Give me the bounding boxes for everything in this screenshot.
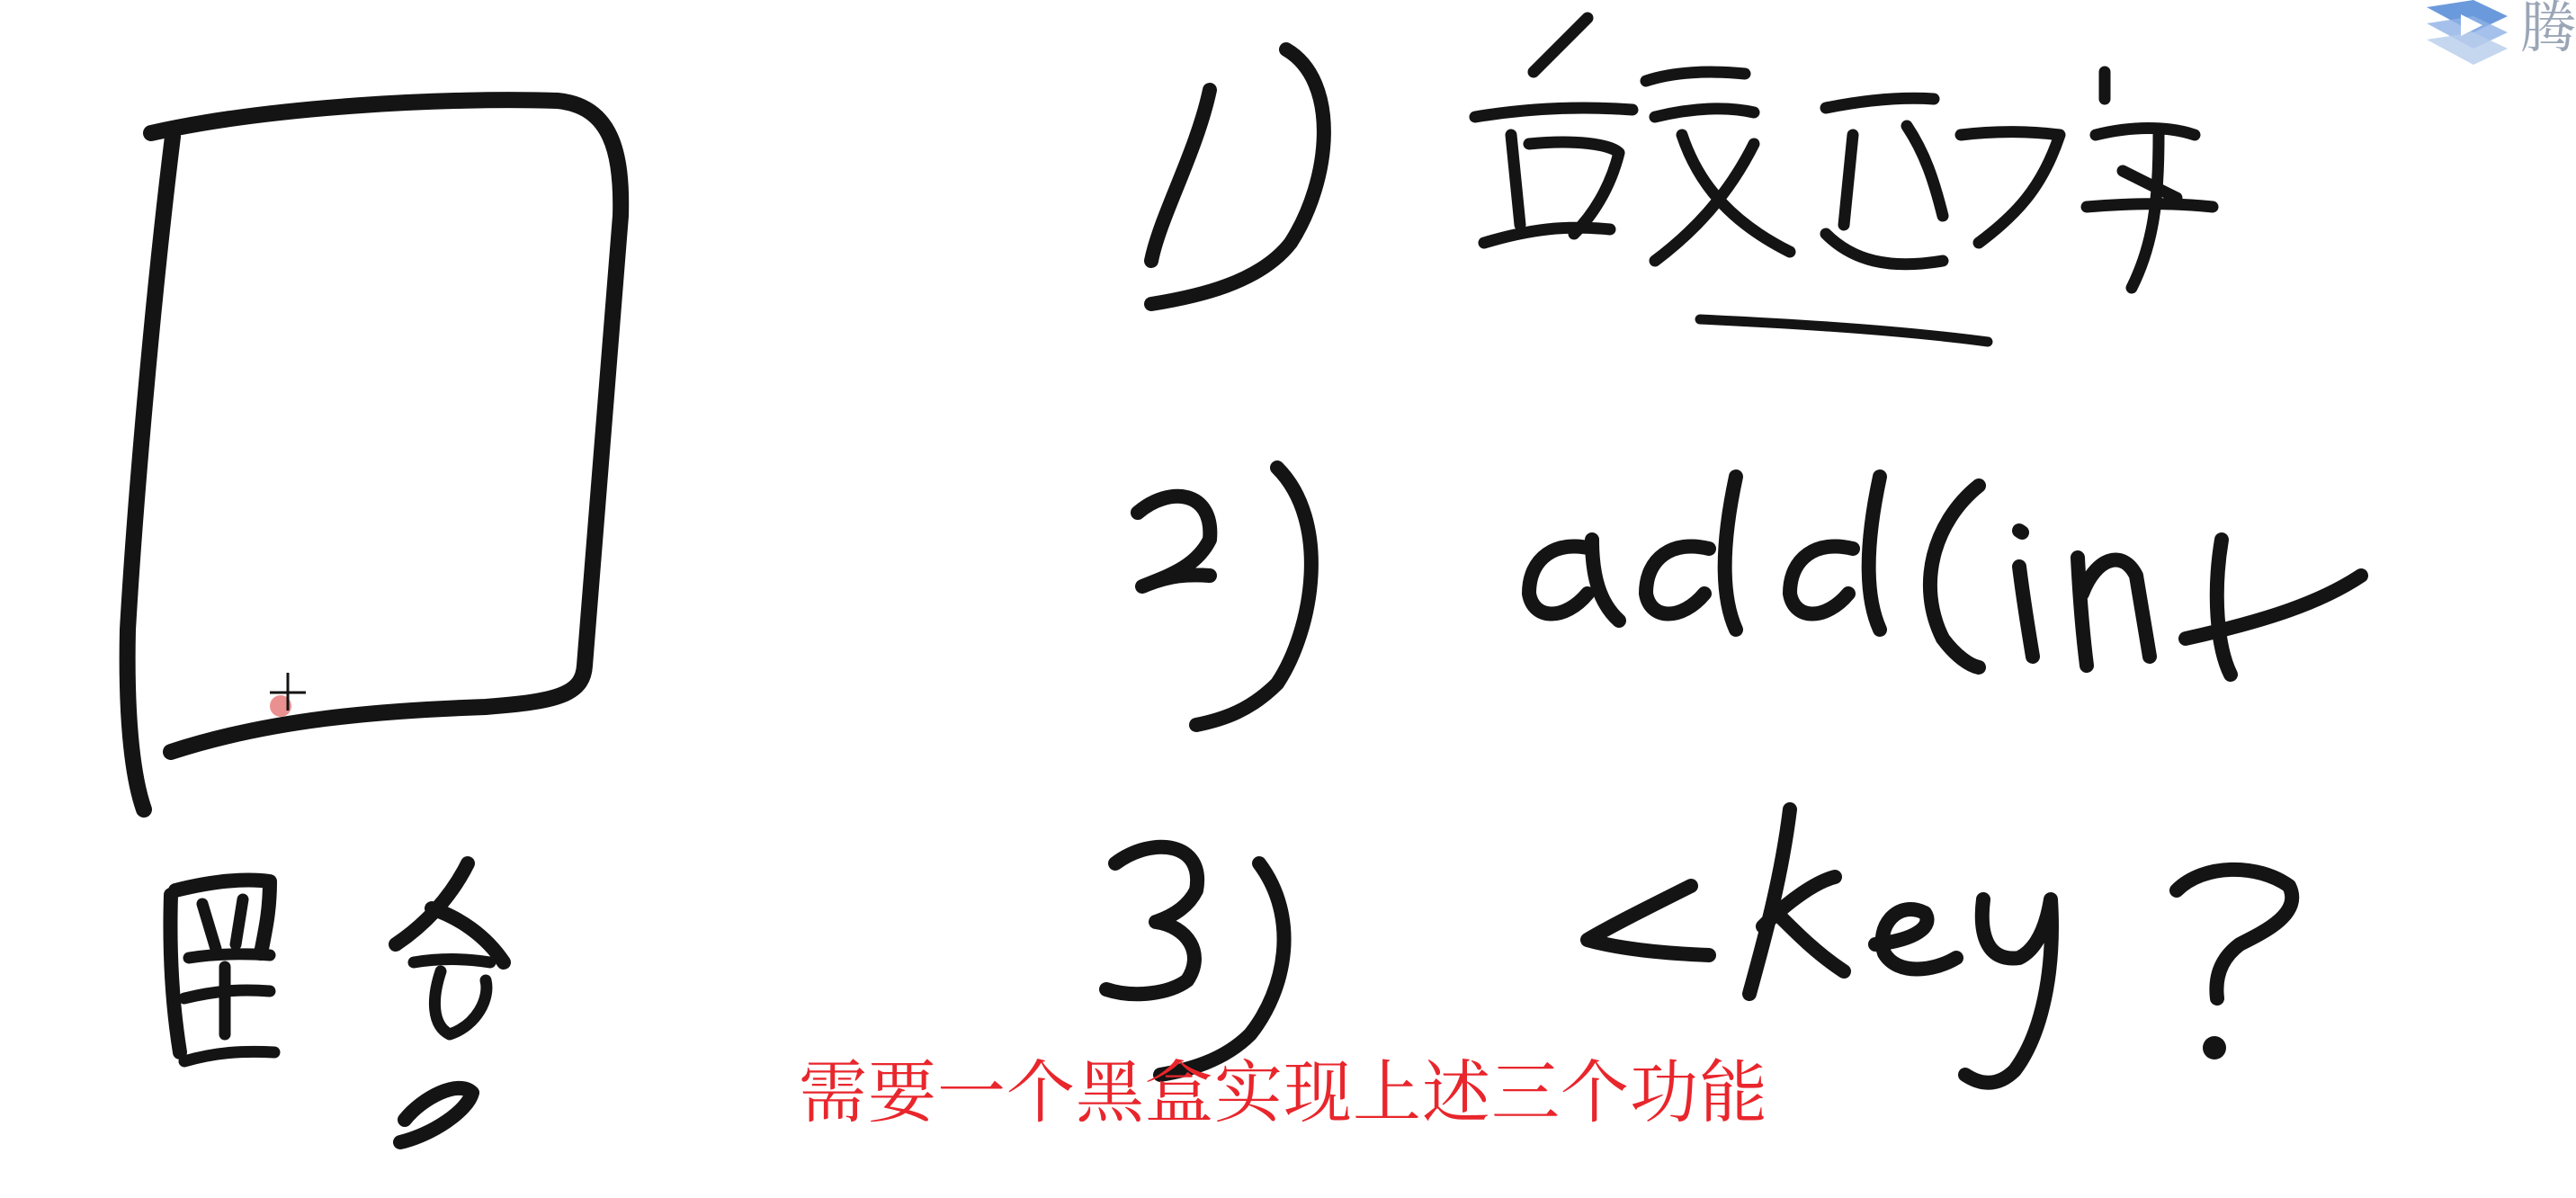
pen-cursor-icon xyxy=(270,673,306,717)
item-2-text-handwritten xyxy=(1529,477,2361,675)
item-3-text-handwritten xyxy=(1588,809,2292,1083)
black-box-rectangle xyxy=(128,100,622,809)
video-subtitle: 需要一个黑盒实现上述三个功能 xyxy=(799,1052,1768,1132)
item-2-number-handwritten xyxy=(1138,468,1311,725)
video-platform-logo xyxy=(2418,0,2576,67)
play-logo-icon xyxy=(2418,0,2517,67)
item-1-number-handwritten xyxy=(1151,49,1324,304)
item-1-text-handwritten xyxy=(1475,18,2213,342)
item-3-number-handwritten xyxy=(1106,847,1284,1075)
logo-text: 腾 xyxy=(2520,0,2576,60)
